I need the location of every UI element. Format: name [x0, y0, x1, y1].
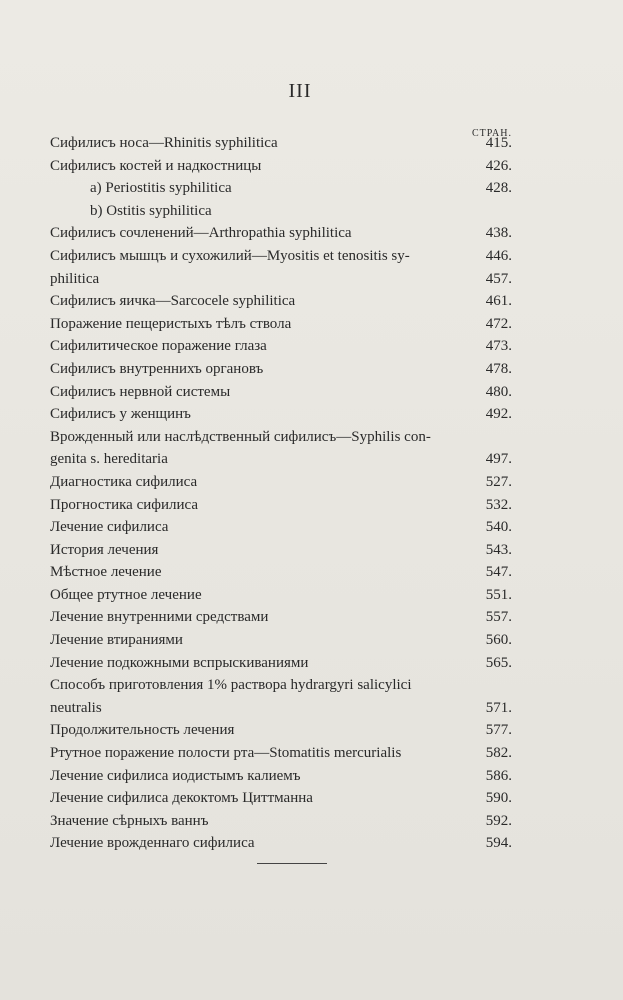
toc-entry-page: 557. — [485, 609, 512, 626]
toc-entry — [50, 222, 512, 245]
toc-entry-title: Сифилисъ нервной системы — [50, 383, 231, 400]
toc-entry-page: 560. — [485, 632, 512, 649]
toc-entry-page: 497. — [485, 451, 512, 468]
toc-entry-title: Общее ртутное лечение — [50, 586, 202, 603]
toc-entry-title: Врожденный или наслѣдственный сифилисъ—Syphilis con- — [50, 428, 431, 445]
toc-entry — [50, 358, 512, 381]
toc-entry-title: Сифилисъ у женщинъ — [50, 406, 191, 423]
toc-entry-page: 472. — [485, 315, 512, 332]
toc-entry-title: Диагностика сифилиса — [50, 473, 198, 490]
toc-entry-page: 540. — [485, 519, 512, 536]
toc-entry-page: 565. — [485, 654, 512, 671]
toc-entry — [50, 719, 512, 742]
toc-entry — [50, 674, 512, 719]
toc-entry-title: Лечение внутренними средствами — [50, 609, 269, 626]
toc-entry-title-continued: genita s. hereditaria — [50, 451, 168, 468]
toc-entry-title: Способъ приготовления 1% раствора hydrargyri salicylici — [50, 677, 412, 694]
toc-entry-page: 473. — [485, 338, 512, 355]
closing-rule — [257, 863, 327, 864]
toc-entry-page: 457. — [485, 270, 512, 287]
toc-entry — [50, 200, 512, 223]
toc-entry-page: 492. — [485, 406, 512, 423]
toc-entry — [50, 652, 512, 675]
toc-entry — [50, 832, 512, 855]
toc-entry-title: Лечение подкожными вспрыскиваниями — [50, 654, 309, 671]
toc-entry — [50, 381, 512, 404]
toc-entry — [50, 313, 512, 336]
toc-entry — [50, 606, 512, 629]
toc-entry — [50, 335, 512, 358]
toc-entry — [50, 426, 512, 471]
toc-entry-title: Сифилисъ костей и надкостницы — [50, 157, 262, 174]
toc-entry — [50, 787, 512, 810]
toc-entry-page: 577. — [485, 722, 512, 739]
toc-entry-title: Сифилисъ внутреннихъ органовъ — [50, 360, 264, 377]
toc-entry — [50, 403, 512, 426]
toc-entry-title: Мѣстное лечение — [50, 564, 162, 581]
toc-entry — [50, 155, 512, 178]
toc-entry-title: Сифилисъ носа—Rhinitis syphilitica — [50, 135, 278, 151]
toc-entries — [50, 132, 512, 855]
toc-entry — [50, 765, 512, 788]
toc-entry-title: Лечение сифилиса иодистымъ калиемъ — [50, 767, 301, 784]
toc-entry-page: 532. — [485, 496, 512, 513]
toc-entry-page: 586. — [485, 767, 512, 784]
toc-entry — [50, 471, 512, 494]
toc-entry-page: 438. — [485, 225, 512, 242]
toc-entry-title: Ртутное поражение полости рта—Stomatitis mercurialis — [50, 745, 402, 762]
toc-entry-page: 582. — [485, 745, 512, 762]
toc-entry-page: 428. — [485, 180, 512, 197]
page-column-header: СТРАН. — [471, 128, 512, 139]
toc-entry-title: История лечения — [50, 541, 159, 558]
page-number: III — [288, 80, 312, 102]
toc-entry — [50, 177, 512, 200]
toc-entry — [50, 584, 512, 607]
toc-entry-title: Лечение врожденнаго сифилиса — [50, 835, 255, 852]
toc-entry-page: 547. — [485, 564, 512, 581]
toc-entry-title: Сифилисъ мышцъ и сухожилий—Myositis et tenositis sy- — [50, 247, 410, 264]
toc-entry — [50, 245, 512, 290]
toc-entry-page: 594. — [485, 835, 512, 852]
toc-entry-title: b) Ostitis syphilitica — [90, 202, 212, 219]
toc-entry — [50, 290, 512, 313]
toc-entry-title: Сифилисъ яичка—Sarcocele syphilitica — [50, 293, 296, 310]
toc-entry-title-continued: neutralis — [50, 699, 102, 716]
toc-entry-title: Лечение сифилиса — [50, 519, 169, 536]
toc-entry-page: 590. — [485, 790, 512, 807]
toc-entry-page: 551. — [485, 586, 512, 603]
toc-entry-title: Лечение втираниями — [50, 632, 183, 649]
toc-entry-title: Прогностика сифилиса — [50, 496, 199, 513]
toc-entry — [50, 810, 512, 833]
toc-entry-title: Поражение пещеристыхъ тѣлъ ствола — [50, 315, 292, 332]
toc-entry-page: 527. — [485, 473, 512, 490]
toc-entry — [50, 132, 512, 155]
toc-entry-page: 478. — [485, 360, 512, 377]
toc-entry-page: 446. — [485, 247, 512, 264]
toc-entry-page: 571. — [485, 699, 512, 716]
toc-entry — [50, 742, 512, 765]
toc-entry-title: a) Periostitis syphilitica — [90, 180, 232, 197]
toc-entry-page: 480. — [485, 383, 512, 400]
toc-entry-page: 415. — [485, 135, 512, 151]
toc-entry-title: Лечение сифилиса декоктомъ Циттманна — [50, 790, 313, 807]
toc-entry-title: Сифилисъ сочленений—Arthropathia syphilitica — [50, 225, 352, 242]
toc-entry-title: Сифилитическое поражение глаза — [50, 338, 267, 355]
toc-entry — [50, 516, 512, 539]
toc-entry-page: 461. — [485, 293, 512, 310]
toc-entry-page: 543. — [485, 541, 512, 558]
toc-entry-title: Значение сѣрныхъ ваннъ — [50, 812, 209, 829]
toc-entry-page: 592. — [485, 812, 512, 829]
toc-entry — [50, 629, 512, 652]
toc-entry-page: 426. — [485, 157, 512, 174]
toc-entry — [50, 539, 512, 562]
toc-entry — [50, 494, 512, 517]
toc-entry — [50, 561, 512, 584]
toc-entry-title-continued: philitica — [50, 270, 100, 287]
toc-entry-title: Продолжительность лечения — [50, 722, 235, 739]
